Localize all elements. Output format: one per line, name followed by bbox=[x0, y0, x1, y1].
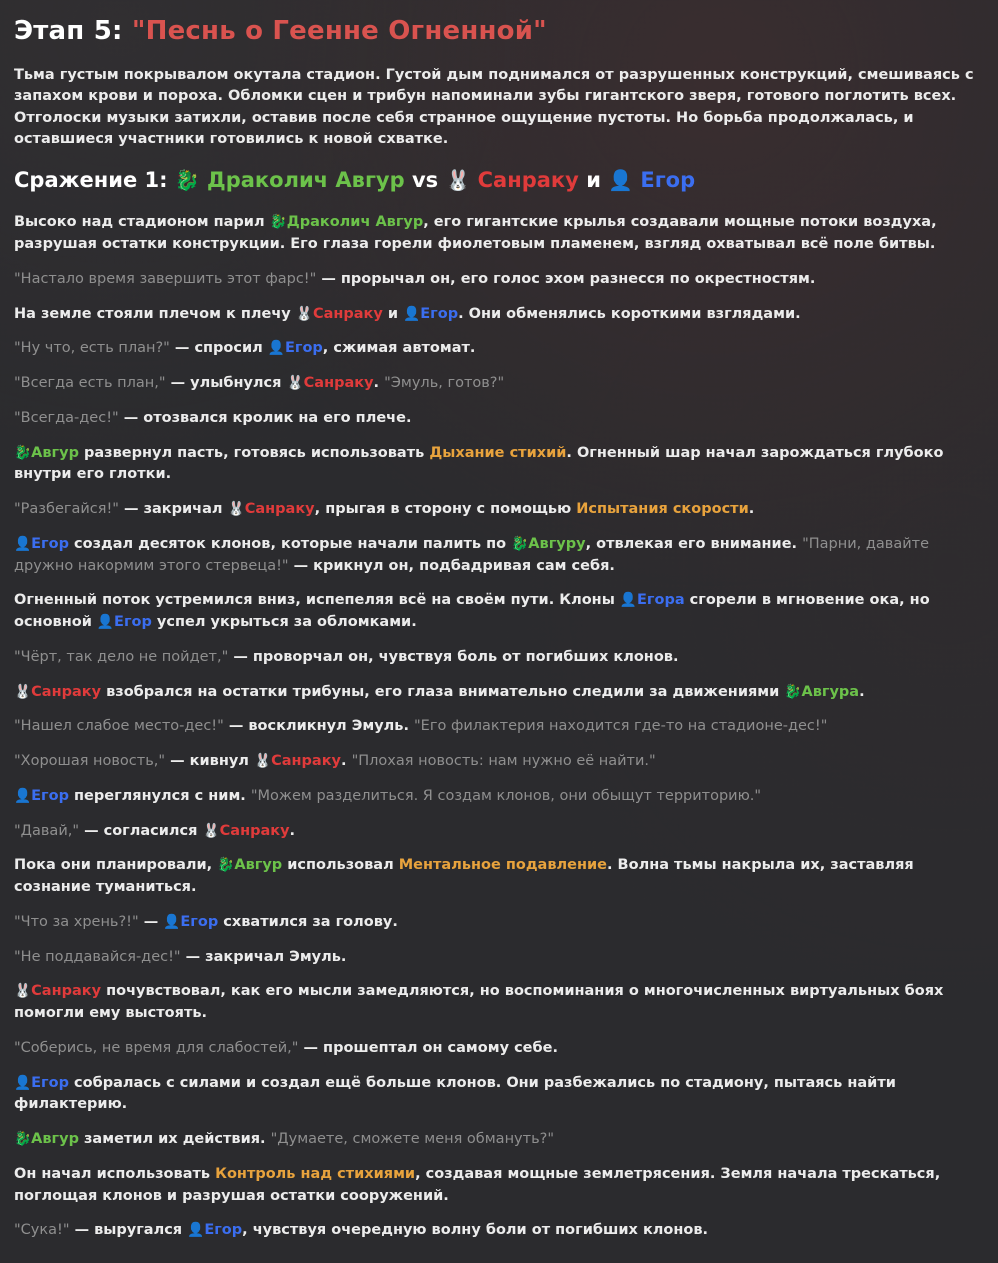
speech-text: "Давай," bbox=[14, 822, 80, 839]
narration-text: . bbox=[289, 822, 296, 839]
narration-text: . bbox=[341, 753, 352, 770]
speech-text: "Не поддавайся-дес!" bbox=[14, 948, 181, 965]
narration-text: и bbox=[382, 305, 404, 322]
narration-text: — спросил bbox=[169, 340, 268, 357]
name-egor: Егор bbox=[31, 1074, 69, 1091]
character-icon: 🐰 bbox=[227, 501, 245, 518]
story-line bbox=[14, 408, 984, 430]
name-sanraku: Санраку bbox=[219, 822, 290, 839]
character-icon: 🐰 bbox=[286, 375, 304, 392]
narration-text: — прорычал он, его голос эхом разнесся по окрестностям. bbox=[316, 270, 816, 287]
narration-text: заметил их действия. bbox=[78, 1131, 271, 1148]
narration-text: Огненный поток устремился вниз, испепеляя всё на своём пути. Клоны bbox=[14, 592, 620, 609]
name-sanraku: Санраку bbox=[31, 683, 102, 700]
narration-text: собралась с силами и создал ещё больше клонов. Они разбежались по стадиону, пытаясь найти филактерию. bbox=[14, 1074, 896, 1113]
story-body bbox=[14, 212, 984, 1242]
speech-text: "Можем разделиться. Я создам клонов, они обыщут территорию." bbox=[250, 787, 762, 804]
narration-text: Высоко над стадионом парил bbox=[14, 214, 270, 231]
character-icon: 🐰 bbox=[253, 753, 272, 770]
narration-text: , создавая мощные землетрясения. Земля начала трескаться, поглощая клонов и разрушая остатки сооружений. bbox=[14, 1165, 941, 1204]
narration-text: взобрался на остатки трибуны, его глаза внимательно следили за движениями bbox=[101, 683, 785, 700]
story-line bbox=[14, 821, 984, 843]
name-egor: Егор bbox=[420, 305, 459, 322]
speech-text: "Его филактерия находится где-то на стадионе-дес!" bbox=[414, 718, 828, 735]
name-egor: Егор bbox=[284, 340, 323, 357]
name-avgur: Авгур bbox=[31, 444, 79, 461]
narration-text: успел укрыться за обломками. bbox=[151, 614, 417, 631]
skill-name: Дыхание стихий bbox=[429, 444, 567, 461]
fighter-egor: Егор bbox=[640, 167, 696, 192]
character-icon: 🐰 bbox=[14, 683, 32, 700]
narration-text: , прыгая в сторону с помощью bbox=[314, 501, 577, 518]
story-line bbox=[14, 1073, 984, 1117]
name-sanraku: Санраку bbox=[303, 375, 374, 392]
story-line bbox=[14, 1164, 984, 1208]
character-icon: 👤 bbox=[14, 535, 32, 552]
fighter-avgur: Драколич Авгур bbox=[207, 167, 405, 192]
character-icon: 👤 bbox=[163, 913, 181, 930]
name-egor: Егор bbox=[204, 1222, 243, 1239]
narration-text: развернул пасть, готовясь использовать bbox=[78, 444, 430, 461]
narration-text: создал десяток клонов, которые начали палить по bbox=[68, 535, 512, 552]
narration-text: — воскликнул Эмуль. bbox=[223, 718, 415, 735]
name-avgur: Авгур bbox=[234, 857, 283, 874]
speech-text: "Плохая новость: нам нужно её найти." bbox=[351, 753, 656, 770]
narration-text: . Огненный шар начал зарождаться глубоко внутри его глотки. bbox=[14, 444, 944, 483]
speech-text: "Хорошая новость," bbox=[14, 753, 166, 770]
story-line bbox=[14, 716, 984, 738]
narration-text: переглянулся с ним. bbox=[68, 787, 251, 804]
page-title bbox=[14, 12, 984, 51]
character-icon: 👤 bbox=[96, 614, 115, 631]
narration-text: схватился за голову. bbox=[218, 913, 398, 930]
story-line bbox=[14, 1038, 984, 1060]
battle-label: Сражение 1: bbox=[14, 167, 168, 192]
narration-text: . bbox=[373, 375, 385, 392]
character-icon: 👤 bbox=[619, 592, 637, 609]
name-sanraku: Санраку bbox=[31, 983, 102, 1000]
character-icon: 🐰 bbox=[202, 822, 220, 839]
narration-text: — закричал bbox=[118, 501, 228, 518]
dragon-icon: 🐉 bbox=[174, 167, 200, 192]
skill-name: Испытания скорости bbox=[576, 501, 749, 518]
name-egor: Егора bbox=[637, 592, 685, 609]
character-icon: 🐉 bbox=[14, 1131, 32, 1148]
name-avgur: Авгура bbox=[801, 683, 860, 700]
story-line bbox=[14, 682, 984, 704]
narration-text: — закричал Эмуль. bbox=[180, 948, 347, 965]
name-sanraku: Санраку bbox=[271, 753, 342, 770]
narration-text: — проворчал он, чувствуя боль от погибших клонов. bbox=[228, 648, 679, 665]
character-icon: 👤 bbox=[267, 340, 285, 357]
speech-text: "Всегда-дес!" bbox=[14, 409, 119, 426]
character-icon: 👤 bbox=[187, 1222, 205, 1239]
person-icon: 👤 bbox=[608, 167, 634, 192]
story-line bbox=[14, 647, 984, 669]
name-avgur: Авгуру bbox=[528, 535, 586, 552]
speech-text: "Соберись, не время для слабостей," bbox=[14, 1039, 299, 1056]
story-line bbox=[14, 855, 984, 899]
speech-text: "Чёрт, так дело не пойдет," bbox=[14, 648, 229, 665]
fighter-sanraku: Санраку bbox=[477, 167, 579, 192]
speech-text: "Ну что, есть план?" bbox=[14, 340, 170, 357]
intro-paragraph: Тьма густым покрывалом окутала стадион. Густой дым поднимался от разрушенных конструкций, смешиваясь с запахом крови и пороха. Обломки сцен и трибун напоминали зубы гигантского зверя, готового поглотить всех. Отголоски музыки затихли, оставив после себя странное ощущение пустоты. Но борьба продолжалась, и оставшиеся участники готовились к новой схватке. bbox=[14, 67, 974, 148]
name-avgur: Драколич Авгур bbox=[286, 214, 424, 231]
narration-text: . Волна тьмы накрыла их, заставляя сознание туманиться. bbox=[14, 857, 914, 896]
name-egor: Егор bbox=[114, 614, 152, 631]
story-line bbox=[14, 1220, 984, 1242]
story-line bbox=[14, 534, 984, 578]
narration-text: — bbox=[138, 913, 164, 930]
speech-text: "Думаете, сможете меня обмануть?" bbox=[270, 1131, 554, 1148]
narration-text: сгорели в мгновение ока, но основной bbox=[14, 592, 930, 631]
story-line bbox=[14, 373, 984, 395]
battle-heading bbox=[14, 165, 984, 197]
story-line bbox=[14, 338, 984, 360]
narration-text: . bbox=[748, 501, 755, 518]
narration-text: Пока они планировали, bbox=[14, 857, 218, 874]
speech-text: "Парни, давайте дружно накормим этого стервеца!" bbox=[14, 535, 930, 574]
speech-text: "Эмуль, готов?" bbox=[384, 375, 505, 392]
skill-name: Ментальное подавление bbox=[398, 857, 607, 874]
speech-text: "Всегда есть план," bbox=[14, 375, 166, 392]
character-icon: 🐰 bbox=[14, 983, 32, 1000]
rabbit-icon: 🐰 bbox=[445, 167, 471, 192]
character-icon: 🐉 bbox=[511, 535, 529, 552]
character-icon: 🐉 bbox=[217, 857, 235, 874]
narration-text: — прошептал он самому себе. bbox=[298, 1039, 558, 1056]
narration-text: — отозвался кролик на его плече. bbox=[118, 409, 412, 426]
character-icon: 🐰 bbox=[295, 305, 313, 322]
narration-text: почувствовал, как его мысли замедляются, но воспоминания о многочисленных виртуальных боях помогли ему выстоять. bbox=[14, 983, 944, 1022]
narration-text: На земле стояли плечом к плечу bbox=[14, 305, 296, 322]
name-egor: Егор bbox=[180, 913, 219, 930]
narration-text: — выругался bbox=[69, 1222, 188, 1239]
story-line bbox=[14, 947, 984, 969]
story-line bbox=[14, 304, 984, 326]
narration-text: — согласился bbox=[79, 822, 203, 839]
narration-text: , его гигантские крылья создавали мощные потоки воздуха, разрушая остатки конструкции. Его глаза горели фиолетовым пламенем, взгляд охватывал всё поле битвы. bbox=[14, 214, 937, 253]
speech-text: "Нашел слабое место-дес!" bbox=[14, 718, 224, 735]
speech-text: "Разбегайся!" bbox=[14, 501, 119, 518]
character-icon: 👤 bbox=[403, 305, 421, 322]
name-avgur: Авгур bbox=[31, 1131, 79, 1148]
narration-text: . bbox=[859, 683, 865, 700]
character-icon: 🐉 bbox=[269, 214, 287, 231]
stage-title-text: "Песнь о Геенне Огненной" bbox=[131, 16, 547, 46]
story-line bbox=[14, 443, 984, 487]
story-line bbox=[14, 212, 984, 256]
narration-text: — кивнул bbox=[165, 753, 254, 770]
speech-text: "Что за хрень?!" bbox=[14, 913, 139, 930]
stage-label: Этап 5: bbox=[14, 16, 123, 46]
narration-text: Он начал использовать bbox=[14, 1165, 216, 1182]
name-sanraku: Санраку bbox=[312, 305, 383, 322]
story-line bbox=[14, 269, 984, 291]
speech-text: "Настало время завершить этот фарс!" bbox=[14, 270, 317, 287]
character-icon: 👤 bbox=[14, 1074, 32, 1091]
narration-text: , сжимая автомат. bbox=[322, 340, 476, 357]
story-line bbox=[14, 1129, 984, 1151]
character-icon: 🐉 bbox=[784, 683, 802, 700]
narration-text: , чувствуя очередную волну боли от погибших клонов. bbox=[242, 1222, 709, 1239]
conjunction-label: и bbox=[586, 167, 601, 192]
narration-text: . Они обменялись короткими взглядами. bbox=[458, 305, 801, 322]
character-icon: 🐉 bbox=[14, 444, 32, 461]
narration-text: , отвлекая его внимание. bbox=[585, 535, 803, 552]
speech-text: "Сука!" bbox=[14, 1222, 70, 1239]
character-icon: 👤 bbox=[14, 787, 32, 804]
story-line bbox=[14, 499, 984, 521]
story-line bbox=[14, 912, 984, 934]
narration-text: — крикнул он, подбадривая сам себя. bbox=[288, 557, 615, 574]
name-sanraku: Санраку bbox=[244, 501, 315, 518]
name-egor: Егор bbox=[31, 787, 69, 804]
skill-name: Контроль над стихиями bbox=[215, 1165, 416, 1182]
narration-text: использовал bbox=[282, 857, 399, 874]
name-egor: Егор bbox=[31, 535, 69, 552]
narration-text: — улыбнулся bbox=[165, 375, 287, 392]
story-line bbox=[14, 751, 984, 773]
story-line bbox=[14, 590, 984, 634]
vs-label: vs bbox=[411, 167, 439, 192]
story-line bbox=[14, 981, 984, 1025]
story-line bbox=[14, 786, 984, 808]
